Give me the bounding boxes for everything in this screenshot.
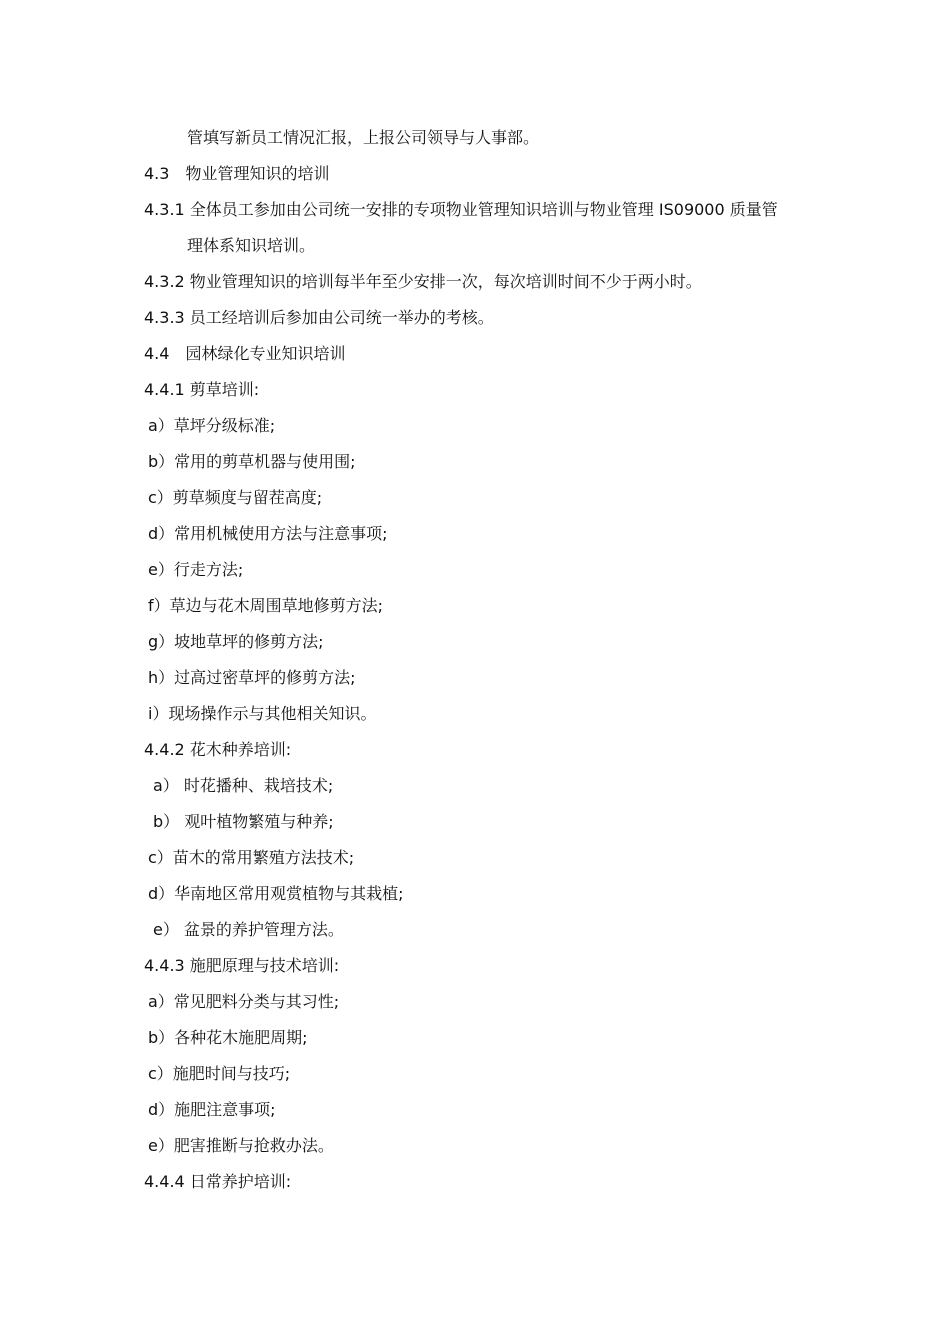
list-item: g）坡地草坪的修剪方法;	[148, 632, 324, 651]
list-item: f）草边与花木周围草地修剪方法;	[148, 596, 384, 615]
list-item: d）施肥注意事项;	[148, 1100, 276, 1119]
clause-4-4-4: 4.4.4 日常养护培训:	[144, 1172, 292, 1191]
clause-4-3-1-continuation: 理体系知识培训。	[187, 236, 316, 255]
list-item: i）现场操作示与其他相关知识。	[148, 704, 377, 723]
list-item: d）华南地区常用观赏植物与其栽植;	[148, 884, 404, 903]
text-line-continuation: 管填写新员工情况汇报，上报公司领导与人事部。	[187, 128, 540, 147]
clause-4-4-2: 4.4.2 花木种养培训:	[144, 740, 292, 759]
list-item: c）苗木的常用繁殖方法技术;	[148, 848, 355, 867]
list-item: a）草坪分级标准;	[148, 416, 276, 435]
list-item: b）常用的剪草机器与使用围;	[148, 452, 356, 471]
section-heading-4-3: 4.3 物业管理知识的培训	[144, 164, 330, 183]
list-item: d）常用机械使用方法与注意事项;	[148, 524, 388, 543]
list-item: a）常见肥料分类与其习性;	[148, 992, 340, 1011]
list-item: e）行走方法;	[148, 560, 244, 579]
list-item: c）施肥时间与技巧;	[148, 1064, 291, 1083]
clause-4-3-3: 4.3.3 员工经培训后参加由公司统一举办的考核。	[144, 308, 494, 327]
list-item: e）肥害推断与抢救办法。	[148, 1136, 334, 1155]
list-item: h）过高过密草坪的修剪方法;	[148, 668, 356, 687]
clause-4-3-2: 4.3.2 物业管理知识的培训每半年至少安排一次，每次培训时间不少于两小时。	[144, 272, 702, 291]
section-heading-4-4: 4.4 园林绿化专业知识培训	[144, 344, 346, 363]
list-item: b）各种花木施肥周期;	[148, 1028, 308, 1047]
list-item: a） 时花播种、栽培技术;	[153, 776, 334, 795]
clause-4-4-1: 4.4.1 剪草培训:	[144, 380, 260, 399]
list-item: c）剪草频度与留茬高度;	[148, 488, 323, 507]
clause-4-3-1: 4.3.1 全体员工参加由公司统一安排的专项物业管理知识培训与物业管理 IS09000 质量管	[144, 200, 778, 219]
clause-4-4-3: 4.4.3 施肥原理与技术培训:	[144, 956, 340, 975]
list-item: e） 盆景的养护管理方法。	[153, 920, 344, 939]
list-item: b） 观叶植物繁殖与种养;	[153, 812, 334, 831]
